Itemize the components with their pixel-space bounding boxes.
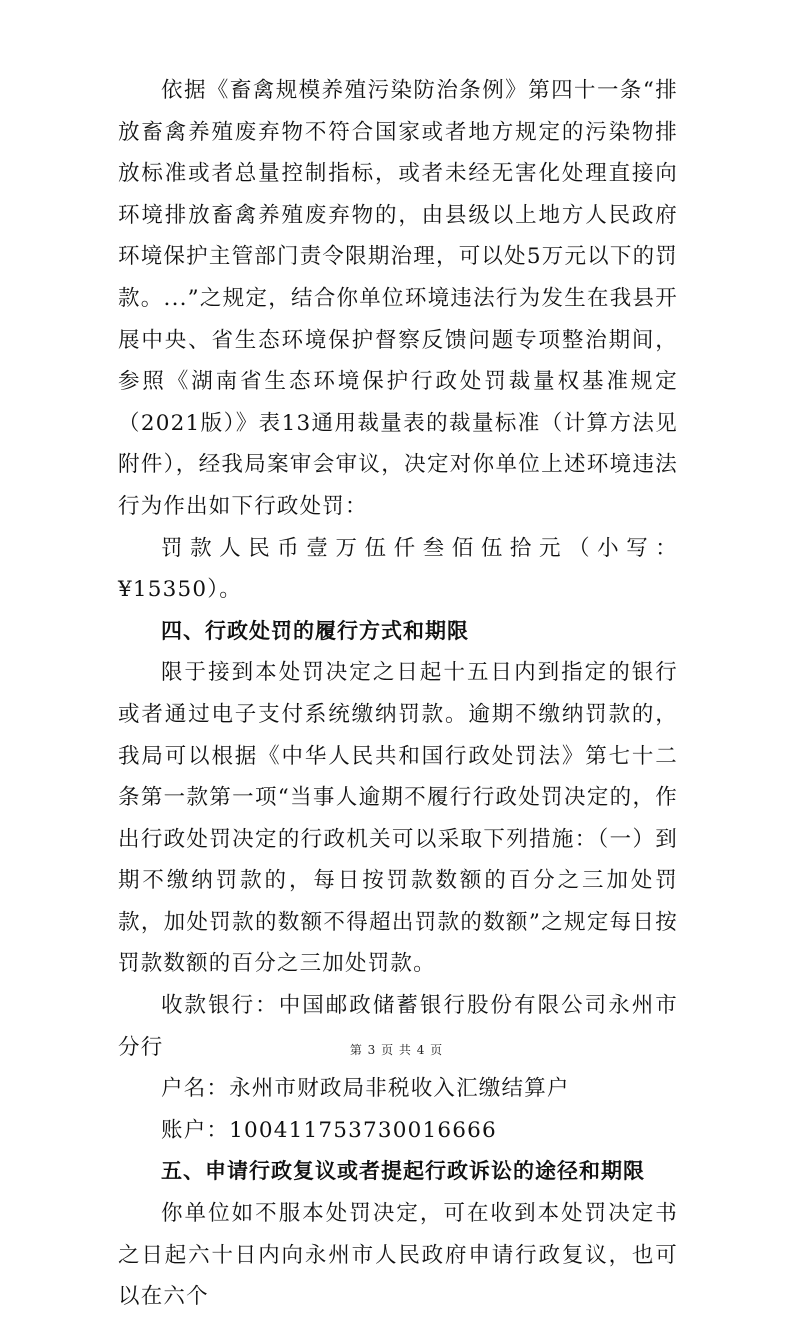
paragraph-review-rights: 你单位如不服本处罚决定，可在收到本处罚决定书之日起六十日内向永州市人民政府申请行政复议，也可以在六个 — [118, 1201, 678, 1310]
bank-line: 收款银行：中国邮政储蓄银行股份有限公司永州市分行 — [118, 993, 678, 1060]
section-heading-5: 五、申请行政复议或者提起行政诉讼的途径和期限 — [161, 1159, 645, 1184]
account-name-line: 户名：永州市财政局非税收入汇缴结算户 — [161, 1076, 570, 1102]
paragraph-payment-terms: 限于接到本处罚决定之日起十五日内到指定的银行或者通过电子支付系统缴纳罚款。逾期不缴纳罚款的，我局可以根据《中华人民共和国行政处罚法》第七十二条第一款第一项“当事人逾期不履行行政处罚决定的，作出行政处罚决定的行政机关可以采取下列措施：（一）到期不缴纳罚款的，每日按罚款数额的百分之三加处罚款，加处罚款的数额不得超出罚款的数额”之规定每日按罚款数额的百分之三加处罚款。 — [118, 660, 678, 977]
account-number-line: 账户：100411753730016666 — [161, 1117, 497, 1143]
document-body — [118, 70, 678, 1318]
section-heading-4: 四、行政处罚的履行方式和期限 — [161, 618, 469, 643]
paragraph-fine-amount: 罚款人民币壹万伍仟叁佰伍拾元（小写：¥15350）。 — [118, 535, 678, 603]
paragraph-legal-basis: 依据《畜禽规模养殖污染防治条例》第四十一条“排放畜禽养殖废弃物不符合国家或者地方规定的污染物排放标准或者总量控制指标，或者未经无害化处理直接向环境排放畜禽养殖废弃物的，由县级以上地方人民政府环境保护主管部门责令限期治理，可以处5万元以下的罚款。...”之规定，结合你单位环境违法行为发生在我县开展中央、省生态环境保护督察反馈问题专项整治期间，参照《湖南省生态环境保护行政处罚裁量权基准规定（2021版）》表13通用裁量表的裁量标准（计算方法见附件），经我局案审会审议，决定对你单位上述环境违法行为作出如下行政处罚： — [118, 78, 678, 519]
page-number-footer: 第 3 页 共 4 页 — [349, 1043, 444, 1057]
